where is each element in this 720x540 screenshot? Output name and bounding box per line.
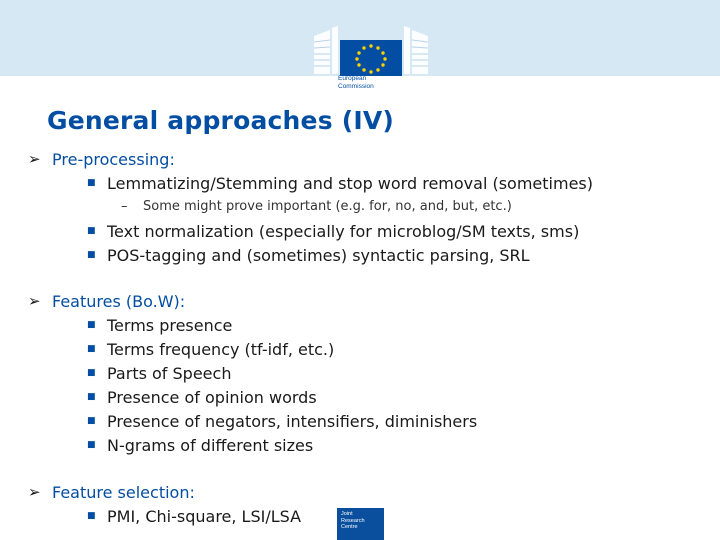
sub-list-item: Some might prove important (e.g. for, no, and, but, etc.): [143, 199, 512, 214]
jrc-logo-text: [341, 511, 383, 531]
square-bullet-icon: ■: [87, 320, 96, 330]
list-item: Parts of Speech: [107, 364, 232, 383]
square-bullet-icon: ■: [87, 226, 96, 236]
square-bullet-icon: ■: [87, 416, 96, 426]
list-item: Terms frequency (tf-idf, etc.): [107, 340, 335, 359]
section-heading: Pre-processing:: [52, 150, 175, 169]
jrc-logo-line2: Research: [341, 517, 365, 524]
slide-title: General approaches (IV): [47, 106, 394, 135]
list-item: Presence of opinion words: [107, 388, 317, 407]
logo-caption-line1: European: [338, 75, 367, 82]
list-item: POS-tagging and (sometimes) syntactic parsing, SRL: [107, 246, 530, 265]
square-bullet-icon: ■: [87, 250, 96, 260]
list-item: Terms presence: [107, 316, 233, 335]
section-heading: Features (Bo.W):: [52, 292, 186, 311]
list-item: N-grams of different sizes: [107, 436, 314, 455]
list-item: Text normalization (especially for microblog/SM texts, sms): [107, 222, 580, 241]
arrow-bullet-icon: ➢: [28, 292, 41, 310]
list-item: Presence of negators, intensifiers, diminishers: [107, 412, 478, 431]
jrc-logo: [337, 508, 384, 540]
dash-bullet-icon: –: [121, 199, 128, 214]
jrc-logo-line3: Centre: [341, 524, 358, 530]
arrow-bullet-icon: ➢: [28, 483, 41, 501]
logo-caption-line2: Commission: [338, 83, 374, 90]
square-bullet-icon: ■: [87, 392, 96, 402]
section-heading: Feature selection:: [52, 483, 195, 502]
arrow-bullet-icon: ➢: [28, 150, 41, 168]
square-bullet-icon: ■: [87, 511, 96, 521]
list-item: Lemmatizing/Stemming and stop word removal (sometimes): [107, 174, 593, 193]
jrc-logo-line1: Joint: [341, 511, 353, 517]
square-bullet-icon: ■: [87, 440, 96, 450]
square-bullet-icon: ■: [87, 178, 96, 188]
square-bullet-icon: ■: [87, 344, 96, 354]
square-bullet-icon: ■: [87, 368, 96, 378]
list-item: PMI, Chi-square, LSI/LSA: [107, 507, 302, 526]
